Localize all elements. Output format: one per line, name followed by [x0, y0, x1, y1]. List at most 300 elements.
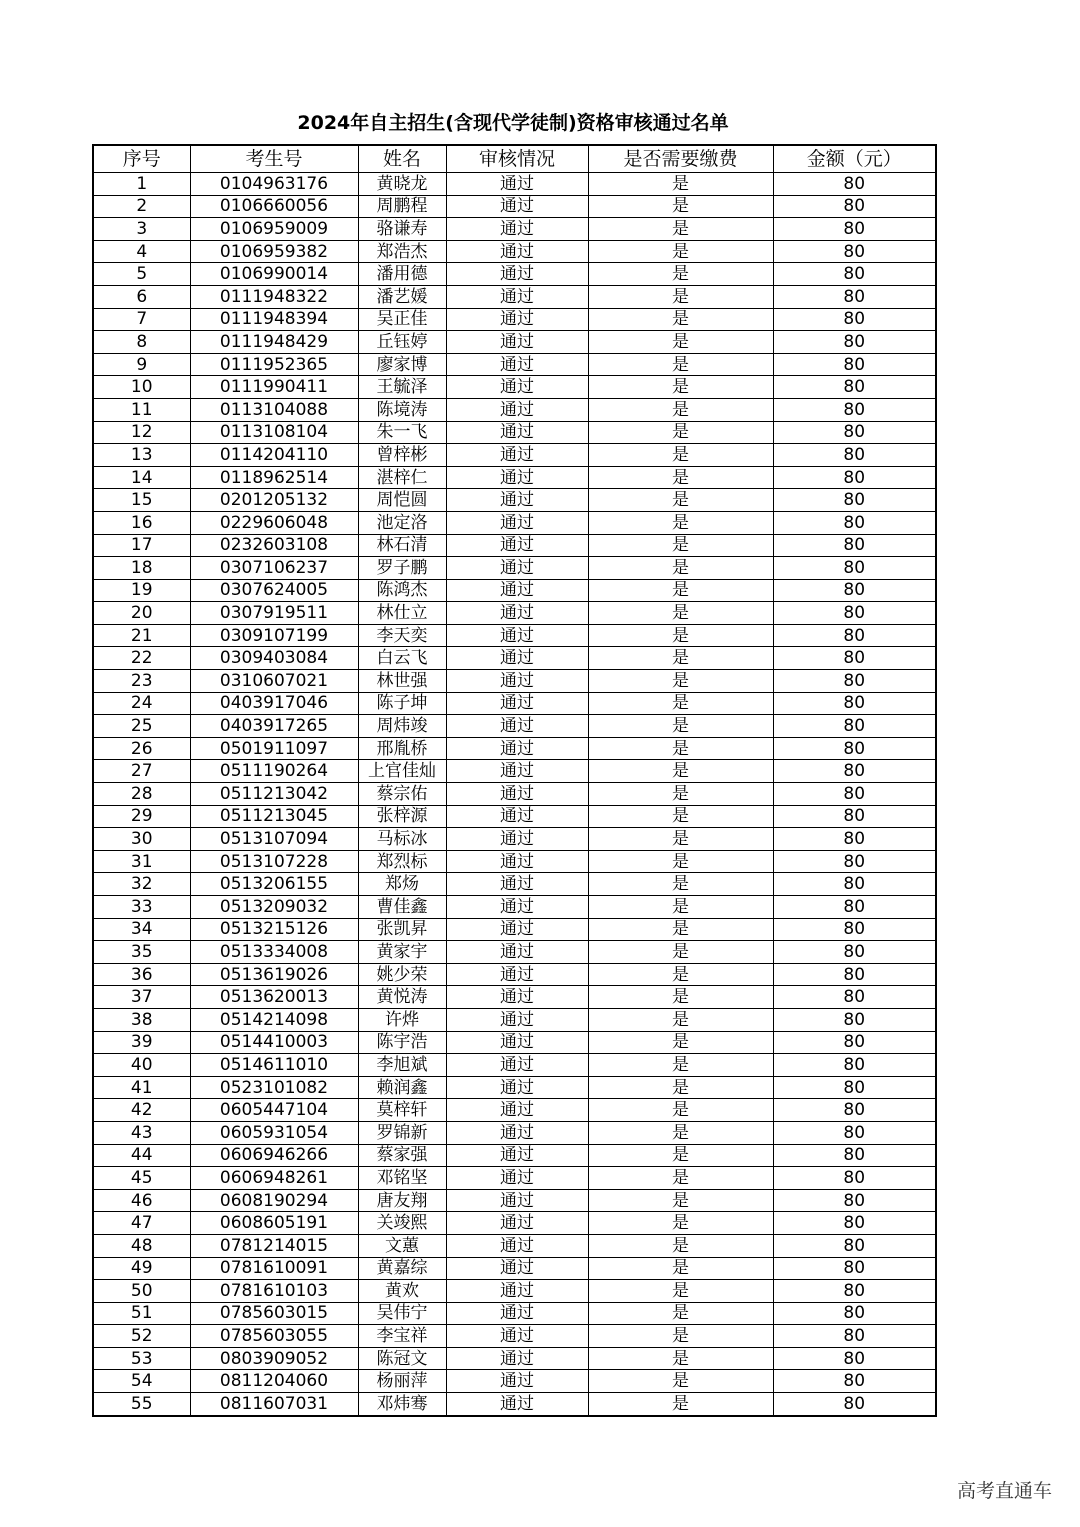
cell-name: 周鹏程 [358, 195, 446, 218]
cell-name: 马标冰 [358, 828, 446, 851]
cell-fee-required: 是 [588, 398, 773, 421]
cell-fee-required: 是 [588, 308, 773, 331]
cell-candidate-id: 0605447104 [190, 1099, 358, 1122]
cell-amount: 80 [773, 805, 936, 828]
cell-fee-required: 是 [588, 218, 773, 241]
cell-amount: 80 [773, 376, 936, 399]
table-row [93, 285, 936, 308]
table-row [93, 805, 936, 828]
cell-amount: 80 [773, 557, 936, 580]
cell-index: 2 [93, 195, 190, 218]
cell-candidate-id: 0514214098 [190, 1008, 358, 1031]
table-row [93, 240, 936, 263]
cell-amount: 80 [773, 466, 936, 489]
cell-name: 潘艺媛 [358, 285, 446, 308]
cell-candidate-id: 0201205132 [190, 489, 358, 512]
cell-name: 郑浩杰 [358, 240, 446, 263]
cell-fee-required: 是 [588, 1325, 773, 1348]
cell-index: 7 [93, 308, 190, 331]
cell-name: 黄嘉综 [358, 1257, 446, 1280]
cell-candidate-id: 0309107199 [190, 624, 358, 647]
cell-candidate-id: 0608190294 [190, 1189, 358, 1212]
cell-name: 吴伟宁 [358, 1302, 446, 1325]
cell-index: 32 [93, 873, 190, 896]
cell-fee-required: 是 [588, 1257, 773, 1280]
cell-candidate-id: 0403917046 [190, 692, 358, 715]
column-header-amount: 金额（元） [773, 145, 936, 173]
cell-index: 18 [93, 557, 190, 580]
cell-name: 张梓源 [358, 805, 446, 828]
cell-review-status: 通过 [446, 263, 588, 286]
cell-name: 陈冠文 [358, 1347, 446, 1370]
cell-review-status: 通过 [446, 941, 588, 964]
table-row [93, 737, 936, 760]
cell-fee-required: 是 [588, 1076, 773, 1099]
cell-candidate-id: 0229606048 [190, 511, 358, 534]
document-title: 2024年自主招生(含现代学徒制)资格审核通过名单 [297, 112, 729, 134]
cell-review-status: 通过 [446, 195, 588, 218]
cell-name: 罗子鹏 [358, 557, 446, 580]
cell-fee-required: 是 [588, 489, 773, 512]
cell-fee-required: 是 [588, 715, 773, 738]
cell-name: 周炜竣 [358, 715, 446, 738]
cell-amount: 80 [773, 692, 936, 715]
cell-fee-required: 是 [588, 828, 773, 851]
table-row [93, 986, 936, 1009]
cell-fee-required: 是 [588, 285, 773, 308]
table-row [93, 647, 936, 670]
cell-fee-required: 是 [588, 331, 773, 354]
cell-index: 29 [93, 805, 190, 828]
cell-review-status: 通过 [446, 624, 588, 647]
cell-candidate-id: 0606946266 [190, 1144, 358, 1167]
watermark: 高考直通车 [956, 1480, 1052, 1502]
cell-candidate-id: 0513209032 [190, 896, 358, 919]
cell-name: 池定洛 [358, 511, 446, 534]
cell-review-status: 通过 [446, 1167, 588, 1190]
cell-name: 陈境涛 [358, 398, 446, 421]
cell-candidate-id: 0785603055 [190, 1325, 358, 1348]
cell-candidate-id: 0310607021 [190, 670, 358, 693]
cell-fee-required: 是 [588, 1212, 773, 1235]
cell-amount: 80 [773, 1099, 936, 1122]
cell-index: 3 [93, 218, 190, 241]
cell-fee-required: 是 [588, 1099, 773, 1122]
cell-fee-required: 是 [588, 534, 773, 557]
cell-review-status: 通过 [446, 783, 588, 806]
cell-index: 50 [93, 1280, 190, 1303]
table-body [93, 173, 936, 1416]
cell-index: 51 [93, 1302, 190, 1325]
cell-fee-required: 是 [588, 896, 773, 919]
cell-amount: 80 [773, 1280, 936, 1303]
cell-candidate-id: 0307919511 [190, 602, 358, 625]
cell-name: 许烨 [358, 1008, 446, 1031]
cell-amount: 80 [773, 624, 936, 647]
cell-index: 45 [93, 1167, 190, 1190]
cell-review-status: 通过 [446, 1347, 588, 1370]
cell-review-status: 通过 [446, 421, 588, 444]
cell-amount: 80 [773, 1189, 936, 1212]
cell-index: 28 [93, 783, 190, 806]
table-row [93, 896, 936, 919]
cell-index: 30 [93, 828, 190, 851]
table-row [93, 1167, 936, 1190]
cell-review-status: 通过 [446, 511, 588, 534]
cell-name: 文蕙 [358, 1234, 446, 1257]
cell-name: 张凯昇 [358, 918, 446, 941]
cell-candidate-id: 0307624005 [190, 579, 358, 602]
cell-review-status: 通过 [446, 873, 588, 896]
cell-amount: 80 [773, 1121, 936, 1144]
cell-review-status: 通过 [446, 353, 588, 376]
cell-review-status: 通过 [446, 557, 588, 580]
cell-candidate-id: 0106660056 [190, 195, 358, 218]
cell-candidate-id: 0511190264 [190, 760, 358, 783]
cell-amount: 80 [773, 1008, 936, 1031]
cell-candidate-id: 0501911097 [190, 737, 358, 760]
table-row [93, 353, 936, 376]
cell-review-status: 通过 [446, 376, 588, 399]
cell-name: 赖润鑫 [358, 1076, 446, 1099]
cell-candidate-id: 0811204060 [190, 1370, 358, 1393]
table-row [93, 444, 936, 467]
cell-review-status: 通过 [446, 489, 588, 512]
cell-review-status: 通过 [446, 1054, 588, 1077]
cell-amount: 80 [773, 760, 936, 783]
column-header-index: 序号 [93, 145, 190, 173]
cell-review-status: 通过 [446, 240, 588, 263]
cell-amount: 80 [773, 941, 936, 964]
cell-name: 李宝祥 [358, 1325, 446, 1348]
cell-index: 31 [93, 850, 190, 873]
cell-review-status: 通过 [446, 760, 588, 783]
cell-review-status: 通过 [446, 670, 588, 693]
table-row [93, 941, 936, 964]
cell-amount: 80 [773, 579, 936, 602]
cell-fee-required: 是 [588, 918, 773, 941]
table-row [93, 624, 936, 647]
table-row [93, 1031, 936, 1054]
cell-name: 廖家博 [358, 353, 446, 376]
table-row [93, 602, 936, 625]
cell-candidate-id: 0513215126 [190, 918, 358, 941]
cell-candidate-id: 0513620013 [190, 986, 358, 1009]
cell-fee-required: 是 [588, 466, 773, 489]
cell-amount: 80 [773, 331, 936, 354]
cell-fee-required: 是 [588, 624, 773, 647]
cell-candidate-id: 0104963176 [190, 173, 358, 196]
cell-fee-required: 是 [588, 376, 773, 399]
cell-fee-required: 是 [588, 173, 773, 196]
table-row [93, 715, 936, 738]
cell-index: 24 [93, 692, 190, 715]
cell-index: 25 [93, 715, 190, 738]
table-row [93, 579, 936, 602]
cell-fee-required: 是 [588, 873, 773, 896]
cell-index: 19 [93, 579, 190, 602]
cell-review-status: 通过 [446, 1076, 588, 1099]
cell-fee-required: 是 [588, 195, 773, 218]
cell-amount: 80 [773, 602, 936, 625]
cell-candidate-id: 0106959382 [190, 240, 358, 263]
cell-amount: 80 [773, 285, 936, 308]
cell-name: 陈宇浩 [358, 1031, 446, 1054]
cell-name: 李天奕 [358, 624, 446, 647]
cell-name: 林仕立 [358, 602, 446, 625]
cell-candidate-id: 0781610091 [190, 1257, 358, 1280]
cell-fee-required: 是 [588, 579, 773, 602]
cell-index: 38 [93, 1008, 190, 1031]
cell-fee-required: 是 [588, 963, 773, 986]
cell-candidate-id: 0513206155 [190, 873, 358, 896]
cell-review-status: 通过 [446, 1393, 588, 1416]
cell-index: 16 [93, 511, 190, 534]
cell-amount: 80 [773, 986, 936, 1009]
cell-amount: 80 [773, 850, 936, 873]
cell-candidate-id: 0608605191 [190, 1212, 358, 1235]
cell-amount: 80 [773, 715, 936, 738]
cell-review-status: 通过 [446, 1144, 588, 1167]
cell-index: 48 [93, 1234, 190, 1257]
cell-candidate-id: 0523101082 [190, 1076, 358, 1099]
cell-amount: 80 [773, 308, 936, 331]
cell-amount: 80 [773, 1054, 936, 1077]
cell-fee-required: 是 [588, 511, 773, 534]
cell-fee-required: 是 [588, 1167, 773, 1190]
cell-index: 46 [93, 1189, 190, 1212]
cell-fee-required: 是 [588, 263, 773, 286]
cell-index: 8 [93, 331, 190, 354]
cell-candidate-id: 0232603108 [190, 534, 358, 557]
cell-index: 43 [93, 1121, 190, 1144]
table-row [93, 195, 936, 218]
cell-candidate-id: 0803909052 [190, 1347, 358, 1370]
table-row [93, 1234, 936, 1257]
table-row [93, 1076, 936, 1099]
cell-name: 潘用德 [358, 263, 446, 286]
cell-candidate-id: 0403917265 [190, 715, 358, 738]
cell-name: 邓铭坚 [358, 1167, 446, 1190]
table-row [93, 670, 936, 693]
cell-name: 黄悦涛 [358, 986, 446, 1009]
cell-name: 王毓泽 [358, 376, 446, 399]
cell-amount: 80 [773, 1031, 936, 1054]
cell-amount: 80 [773, 421, 936, 444]
table-row [93, 1212, 936, 1235]
table-row [93, 1099, 936, 1122]
cell-review-status: 通过 [446, 715, 588, 738]
cell-index: 6 [93, 285, 190, 308]
cell-index: 22 [93, 647, 190, 670]
cell-index: 13 [93, 444, 190, 467]
cell-fee-required: 是 [588, 941, 773, 964]
cell-amount: 80 [773, 783, 936, 806]
cell-name: 湛梓仁 [358, 466, 446, 489]
cell-amount: 80 [773, 218, 936, 241]
cell-review-status: 通过 [446, 1370, 588, 1393]
table-row [93, 918, 936, 941]
cell-index: 49 [93, 1257, 190, 1280]
roster-table [92, 144, 937, 1417]
cell-review-status: 通过 [446, 737, 588, 760]
cell-name: 骆谦寿 [358, 218, 446, 241]
cell-review-status: 通过 [446, 466, 588, 489]
cell-amount: 80 [773, 1257, 936, 1280]
cell-review-status: 通过 [446, 579, 588, 602]
cell-candidate-id: 0511213042 [190, 783, 358, 806]
table-row [93, 1257, 936, 1280]
cell-candidate-id: 0307106237 [190, 557, 358, 580]
cell-index: 15 [93, 489, 190, 512]
cell-review-status: 通过 [446, 444, 588, 467]
cell-name: 上官佳灿 [358, 760, 446, 783]
cell-candidate-id: 0514410003 [190, 1031, 358, 1054]
table-row [93, 1144, 936, 1167]
cell-name: 吴正佳 [358, 308, 446, 331]
cell-fee-required: 是 [588, 444, 773, 467]
cell-amount: 80 [773, 489, 936, 512]
cell-index: 40 [93, 1054, 190, 1077]
cell-review-status: 通过 [446, 963, 588, 986]
cell-review-status: 通过 [446, 1302, 588, 1325]
table-row [93, 1347, 936, 1370]
cell-name: 白云飞 [358, 647, 446, 670]
cell-amount: 80 [773, 963, 936, 986]
cell-index: 39 [93, 1031, 190, 1054]
cell-name: 黄晓龙 [358, 173, 446, 196]
cell-review-status: 通过 [446, 692, 588, 715]
cell-index: 37 [93, 986, 190, 1009]
cell-amount: 80 [773, 737, 936, 760]
cell-fee-required: 是 [588, 1054, 773, 1077]
table-row [93, 421, 936, 444]
cell-review-status: 通过 [446, 1257, 588, 1280]
cell-index: 53 [93, 1347, 190, 1370]
cell-fee-required: 是 [588, 647, 773, 670]
cell-name: 林石清 [358, 534, 446, 557]
table-row [93, 263, 936, 286]
cell-name: 莫梓轩 [358, 1099, 446, 1122]
cell-fee-required: 是 [588, 783, 773, 806]
cell-amount: 80 [773, 534, 936, 557]
cell-name: 邓炜骞 [358, 1393, 446, 1416]
table-row [93, 398, 936, 421]
table-row [93, 850, 936, 873]
cell-name: 曾梓彬 [358, 444, 446, 467]
cell-candidate-id: 0111990411 [190, 376, 358, 399]
cell-fee-required: 是 [588, 421, 773, 444]
cell-amount: 80 [773, 240, 936, 263]
cell-amount: 80 [773, 1144, 936, 1167]
cell-name: 罗锦新 [358, 1121, 446, 1144]
cell-index: 14 [93, 466, 190, 489]
cell-index: 44 [93, 1144, 190, 1167]
table-row [93, 534, 936, 557]
table-row [93, 963, 936, 986]
table-row [93, 1054, 936, 1077]
cell-index: 27 [93, 760, 190, 783]
table-row [93, 1189, 936, 1212]
cell-amount: 80 [773, 1212, 936, 1235]
cell-index: 12 [93, 421, 190, 444]
cell-index: 21 [93, 624, 190, 647]
cell-candidate-id: 0513107094 [190, 828, 358, 851]
cell-amount: 80 [773, 1393, 936, 1416]
table-row [93, 173, 936, 196]
cell-fee-required: 是 [588, 1347, 773, 1370]
cell-index: 4 [93, 240, 190, 263]
cell-amount: 80 [773, 896, 936, 919]
cell-candidate-id: 0605931054 [190, 1121, 358, 1144]
cell-name: 陈子坤 [358, 692, 446, 715]
cell-index: 55 [93, 1393, 190, 1416]
cell-candidate-id: 0111948322 [190, 285, 358, 308]
cell-amount: 80 [773, 918, 936, 941]
cell-candidate-id: 0785603015 [190, 1302, 358, 1325]
cell-review-status: 通过 [446, 602, 588, 625]
cell-amount: 80 [773, 1076, 936, 1099]
cell-amount: 80 [773, 173, 936, 196]
cell-name: 朱一飞 [358, 421, 446, 444]
cell-fee-required: 是 [588, 1280, 773, 1303]
cell-review-status: 通过 [446, 1121, 588, 1144]
cell-review-status: 通过 [446, 398, 588, 421]
cell-amount: 80 [773, 195, 936, 218]
cell-fee-required: 是 [588, 1189, 773, 1212]
cell-amount: 80 [773, 511, 936, 534]
column-header-candidate-id: 考生号 [190, 145, 358, 173]
cell-candidate-id: 0513107228 [190, 850, 358, 873]
cell-name: 蔡宗佑 [358, 783, 446, 806]
column-header-name: 姓名 [358, 145, 446, 173]
cell-index: 34 [93, 918, 190, 941]
cell-name: 周恺圆 [358, 489, 446, 512]
cell-review-status: 通过 [446, 1212, 588, 1235]
cell-name: 林世强 [358, 670, 446, 693]
cell-review-status: 通过 [446, 1031, 588, 1054]
cell-amount: 80 [773, 398, 936, 421]
cell-fee-required: 是 [588, 353, 773, 376]
cell-name: 陈鸿杰 [358, 579, 446, 602]
cell-amount: 80 [773, 353, 936, 376]
cell-review-status: 通过 [446, 647, 588, 670]
cell-amount: 80 [773, 1167, 936, 1190]
cell-index: 9 [93, 353, 190, 376]
cell-fee-required: 是 [588, 1121, 773, 1144]
cell-fee-required: 是 [588, 557, 773, 580]
table-row [93, 1280, 936, 1303]
cell-candidate-id: 0811607031 [190, 1393, 358, 1416]
table-row [93, 760, 936, 783]
cell-candidate-id: 0111952365 [190, 353, 358, 376]
table-row [93, 218, 936, 241]
cell-candidate-id: 0513334008 [190, 941, 358, 964]
cell-index: 36 [93, 963, 190, 986]
cell-fee-required: 是 [588, 602, 773, 625]
cell-name: 曹佳鑫 [358, 896, 446, 919]
table-row [93, 376, 936, 399]
cell-index: 23 [93, 670, 190, 693]
cell-candidate-id: 0118962514 [190, 466, 358, 489]
cell-fee-required: 是 [588, 240, 773, 263]
cell-candidate-id: 0514611010 [190, 1054, 358, 1077]
cell-index: 47 [93, 1212, 190, 1235]
cell-candidate-id: 0513619026 [190, 963, 358, 986]
cell-candidate-id: 0106959009 [190, 218, 358, 241]
cell-index: 54 [93, 1370, 190, 1393]
cell-fee-required: 是 [588, 692, 773, 715]
